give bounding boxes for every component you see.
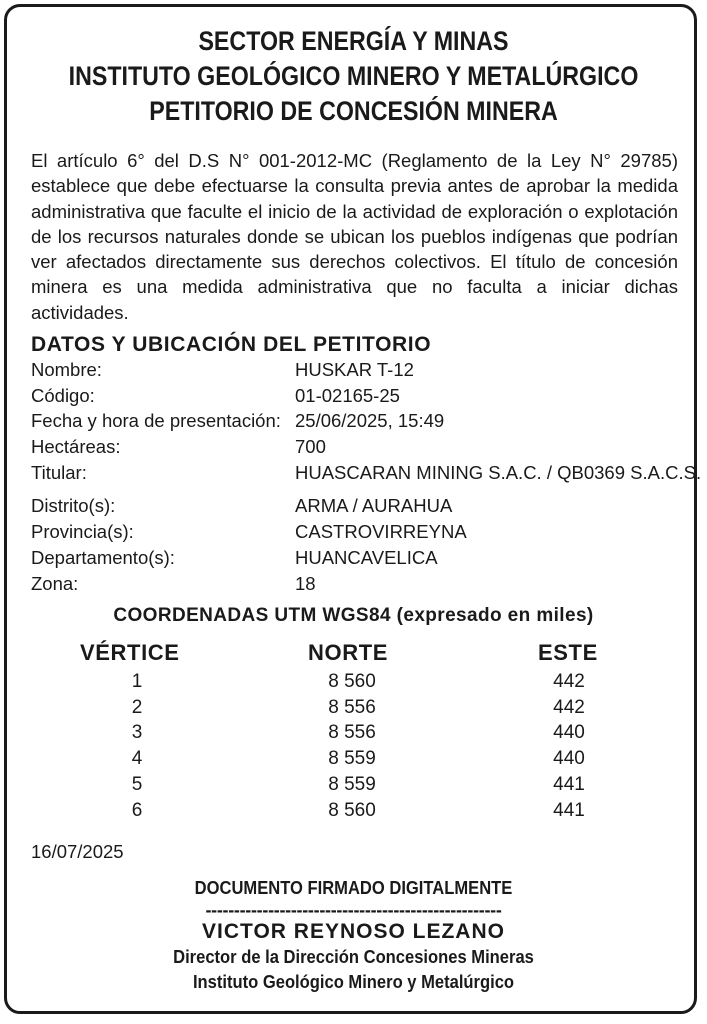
cell-vertice: 5 [131, 774, 143, 795]
cell-vertice: 2 [131, 697, 143, 718]
field-label-departamento: Departamento(s): [31, 547, 175, 568]
cell-norte: 8 559 [328, 748, 376, 769]
cell-vertice: 6 [131, 800, 143, 821]
notice-header [49, 24, 657, 129]
field-value-zona: 18 [295, 573, 316, 594]
section-title: DATOS Y UBICACIÓN DEL PETITORIO [31, 333, 432, 356]
field-label-codigo: Código: [31, 385, 95, 406]
cell-este: 440 [553, 748, 585, 769]
cell-norte: 8 556 [328, 722, 376, 743]
publication-date: 16/07/2025 [31, 841, 124, 862]
header-petition-title: PETITORIO DE CONCESIÓN MINERA [149, 96, 558, 126]
cell-vertice: 1 [131, 671, 143, 692]
field-label-nombre: Nombre: [31, 359, 102, 380]
field-label-zona: Zona: [31, 573, 79, 594]
field-label-provincia: Provincia(s): [31, 521, 134, 542]
coordinates-title: COORDENADAS UTM WGS84 (expresado en miles) [113, 605, 594, 626]
cell-norte: 8 556 [328, 697, 376, 718]
cell-norte: 8 559 [328, 774, 376, 795]
cell-norte: 8 560 [328, 671, 376, 692]
field-value-nombre: HUSKAR T-12 [295, 359, 414, 380]
column-header-norte: NORTE [308, 640, 388, 665]
intro-paragraph: El artículo 6° del D.S N° 001-2012-MC (Reglamento de la Ley N° 29785) establece que debe efectuarse la consulta previa antes de aprobar la medida administrativa que faculte el inicio de la actividad de exploración o explotación de los recursos naturales donde se ubican los pueblos indígenas que podrían ver afectados directamente sus derechos colectivos. El título de concesión minera es una medida administrativa que no faculta a iniciar dichas actividades. [31, 150, 678, 323]
cell-este: 442 [553, 671, 585, 692]
field-value-departamento: HUANCAVELICA [295, 547, 438, 568]
field-value-hectareas: 700 [295, 436, 326, 457]
field-label-distrito: Distrito(s): [31, 495, 116, 516]
cell-este: 442 [553, 697, 585, 718]
field-label-hectareas: Hectáreas: [31, 436, 121, 457]
field-value-provincia: CASTROVIRREYNA [295, 521, 467, 542]
digital-signature-label: DOCUMENTO FIRMADO DIGITALMENTE [194, 878, 513, 898]
header-institute: INSTITUTO GEOLÓGICO MINERO Y METALÚRGICO [68, 61, 639, 91]
signer-name: VICTOR REYNOSO LEZANO [202, 920, 505, 943]
field-value-codigo: 01-02165-25 [295, 385, 400, 406]
column-header-vertice: VÉRTICE [80, 640, 180, 665]
signer-role: Director de la Dirección Concesiones Mineras [173, 947, 534, 967]
cell-este: 441 [553, 800, 585, 821]
field-label-fecha: Fecha y hora de presentación: [31, 410, 281, 431]
cell-norte: 8 560 [328, 800, 376, 821]
field-value-distrito: ARMA / AURAHUA [295, 495, 453, 516]
signer-institution: Instituto Geológico Minero y Metalúrgico [192, 972, 515, 992]
field-label-titular: Titular: [31, 462, 87, 483]
cell-vertice: 3 [131, 722, 143, 743]
cell-este: 441 [553, 774, 585, 795]
field-value-titular: HUASCARAN MINING S.A.C. / QB0369 S.A.C.S. [295, 462, 702, 483]
signature-line: ---------------------------------------------------- [205, 900, 502, 920]
field-value-fecha: 25/06/2025, 15:49 [295, 410, 445, 431]
cell-vertice: 4 [131, 748, 143, 769]
header-sector: SECTOR ENERGÍA Y MINAS [198, 26, 509, 56]
cell-este: 440 [553, 722, 585, 743]
column-header-este: ESTE [538, 640, 598, 665]
